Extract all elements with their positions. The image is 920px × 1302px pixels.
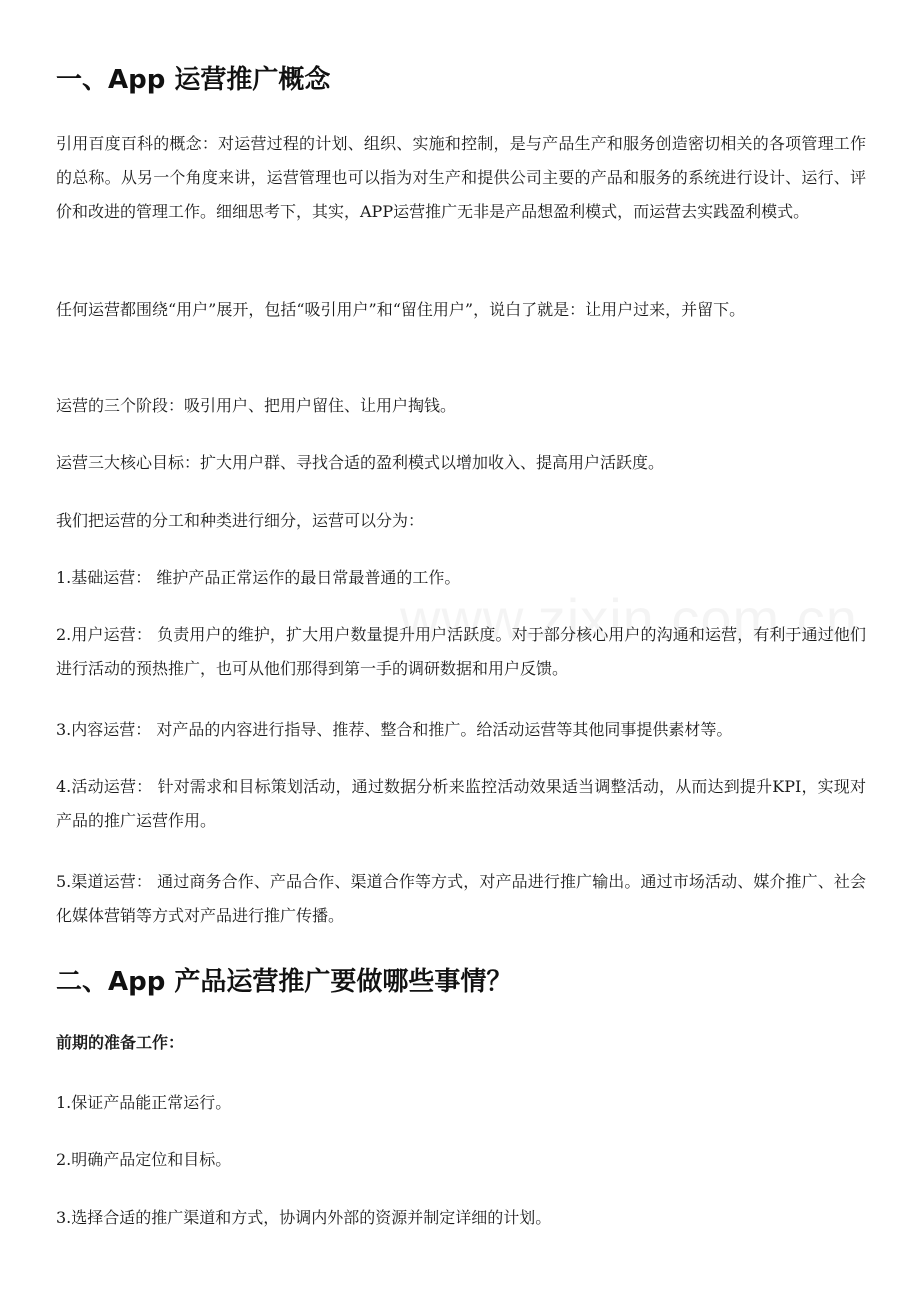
ops-item-basic: 1.基础运营： 维护产品正常运作的最日常最普通的工作。	[56, 568, 461, 587]
prep-subtitle: 前期的准备工作：	[56, 1033, 185, 1052]
users-paragraph: 任何运营都围绕“用户”展开，包括“吸引用户”和“留住用户”，说白了就是：让用户过来，并留下。	[56, 300, 746, 319]
stages-paragraph: 运营的三个阶段：吸引用户、把用户留住、让用户掏钱。	[56, 396, 457, 415]
prep-item: 1.保证产品能正常运行。	[56, 1093, 232, 1112]
ops-item-activity: 4.活动运营： 针对需求和目标策划活动，通过数据分析来监控活动效果适当调整活动，从而达到提升KPI，实现对产品的推广运营作用。	[56, 777, 866, 830]
goals-paragraph: 运营三大核心目标：扩大用户群、寻找合适的盈利模式以增加收入、提高用户活跃度。	[56, 453, 665, 472]
prep-item: 3.选择合适的推广渠道和方式，协调内外部的资源并制定详细的计划。	[56, 1208, 552, 1227]
ops-item-user: 2.用户运营： 负责用户的维护，扩大用户数量提升用户活跃度。对于部分核心用户的沟通和运营，有利于通过他们进行活动的预热推广，也可从他们那得到第一手的调研数据和用户反馈。	[56, 625, 866, 678]
prep-item: 2.明确产品定位和目标。	[56, 1150, 232, 1169]
section-heading-1: 一、App 运营推广概念	[56, 65, 331, 95]
ops-item-channel: 5.渠道运营： 通过商务合作、产品合作、渠道合作等方式，对产品进行推广输出。通过市场活动、媒介推广、社会化媒体营销等方式对产品进行推广传播。	[56, 872, 866, 925]
intro-paragraph: 引用百度百科的概念：对运营过程的计划、组织、实施和控制，是与产品生产和服务创造密切相关的各项管理工作的总称。从另一个角度来讲，运营管理也可以指为对生产和提供公司主要的产品和服务的系统进行设计、运行、评价和改进的管理工作。细细思考下，其实，APP运营推广无非是产品想盈利模式，而运营去实践盈利模式。	[56, 134, 866, 221]
divide-paragraph: 我们把运营的分工和种类进行细分，运营可以分为：	[56, 511, 425, 530]
ops-item-content: 3.内容运营： 对产品的内容进行指导、推荐、整合和推广。给活动运营等其他同事提供素材等。	[56, 720, 733, 739]
section-heading-2: 二、App 产品运营推广要做哪些事情？	[56, 967, 513, 997]
